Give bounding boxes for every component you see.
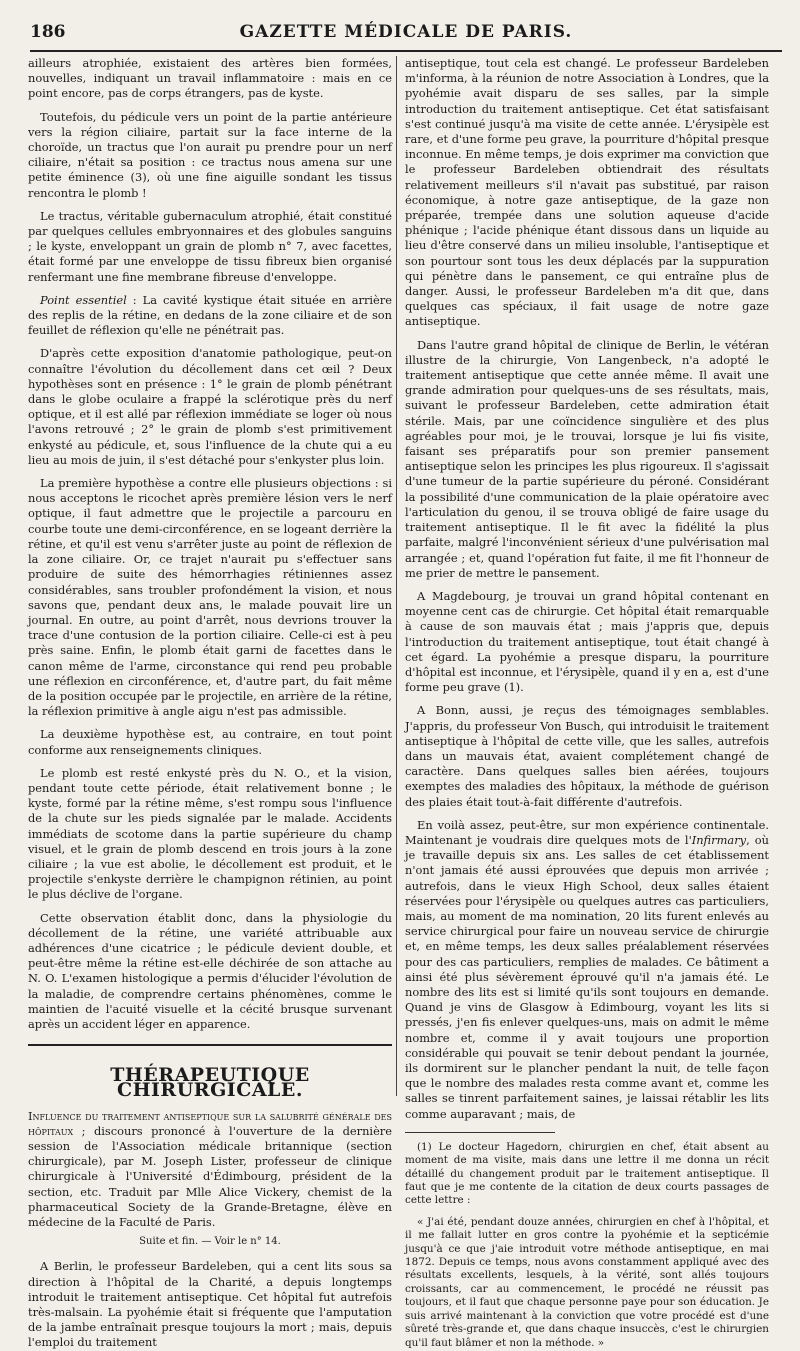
page-number: 186 xyxy=(30,22,66,42)
point-essentiel-text: : La cavité kystique était située en arrière des replis de la rétine, en dedans de la zone ciliaire et de son feuillet de réflexion qu'elle ne pénétrait pas. xyxy=(28,292,392,338)
footnote-paragraph: (1) Le docteur Hagedorn, chirurgien en chef, était absent au moment de ma visite, mais dans une lettre il me donna un récit détaillé du changement produit par le traitement antiseptique. Il faut que je me contente de la citation de deux courts passages de cette lettre : xyxy=(405,1140,769,1207)
right-column xyxy=(405,56,769,1350)
paragraph-infirmary xyxy=(405,818,769,1122)
left-column xyxy=(28,56,392,1351)
article-title: Influence du traitement antiseptique sur la salubrité générale des hôpitaux xyxy=(28,1108,392,1138)
paragraph: Toutefois, du pédicule vers un point de la partie antérieure vers la région ciliaire, partait sur la face interne de la choroïde, un tractus que l'on aurait pu prendre pour un nerf ciliaire, n'était sa position : ce tractus nous amena sur une petite éminence (3), où une fine aiguille sondant les tissus rencontra le plomb ! xyxy=(28,109,392,200)
footnote xyxy=(405,1141,769,1350)
footnote-paragraph: « J'ai été, pendant douze années, chirurgien en chef à l'hôpital, et il me fallait lutter en gros contre la pyohémie et la septicémie jusqu'à ce que j'aie introduit votre méthode antiseptique, en mai 1872. Depuis ce temps, nous avons constamment appliqué avec des résultats excellents, lesquels, à la vérité, sont allés toujours croissants, car au commencement, le procédé ne réussit pas toujours, et il faut que chaque personne paye pour son éducation. Je suis arrivé maintenant à la conviction que votre procédé est d'une sûreté très-grande et, que dans chaque insuccès, c'est le chirurgien qu'il faut blâmer et non la méthode. » xyxy=(405,1215,769,1349)
footnote-rule xyxy=(405,1132,555,1133)
column-divider xyxy=(396,56,397,1096)
paragraph: Le tractus, véritable gubernaculum atrophié, était constitué par quelques cellules embryonnaires et des globules sanguins ; le kyste, enveloppant un grain de plomb n° 7, avec facettes, était formé par une enveloppe de tissu fibreux bien organisé renfermant une fine membrane fibreuse d'enveloppe. xyxy=(28,208,392,284)
infirmary-word: Infirmary xyxy=(691,832,747,847)
paragraph-part: , où je travaille depuis six ans. Les salles de cet établissement n'ont jamais été aussi éprouvées que depuis mon arrivée ; autrefois, dans le vieux High School, deux salles étaient réservées pour l'érysipèle ou quelques autres cas particuliers, mais, au moment de ma nomination, 20 lits furent enlevés au service chirurgical pour faire un nouveau service de chirurgie et, en même temps, les deux salles préalablement réservées pour des cas particuliers, remplies de malades. Ce bâtiment a ainsi été plus sévèrement éprouvé qu'il n'a jamais été. Le nombre des lits est si limité qu'ils sont toujours en demande. Quand je vins de Glasgow à Edimbourg, voyant les lits si pressés, j'en fis enlever quelques-uns, mais on admit le même nombre et, comme il y avait toujours une proportion considérable qui pouvait se tenir debout pendant la journée, ils dormirent sur le plancher pendant la nuit, de telle façon que le nombre des malades resta comme avant et, comme les salles se tinrent parfaitement saines, je laissai rétablir les lits comme auparavant ; mais, de xyxy=(405,832,770,1121)
paragraph: A Magdebourg, je trouvai un grand hôpital contenant en moyenne cent cas de chirurgie. Cet hôpital était remarquable à cause de son mauvais état ; mais j'appris que, depuis l'introduction du traitement antiseptique, tout était changé à cet égard. La pyohémie a presque disparu, la pourriture d'hôpital est inconnue, et l'érysipèle, quand il y en a, est d'une forme peu grave (1). xyxy=(405,588,769,695)
paragraph: A Berlin, le professeur Bardeleben, qui a cent lits sous sa direction à l'hôpital de la Charité, a depuis longtemps introduit le traitement antiseptique. Cet hôpital fut autrefois très-malsain. La pyohémie était si fréquente que l'amputation de la jambe entraînait presque toujours la mort ; mais, depuis l'emploi du traitement xyxy=(28,1259,392,1350)
article-byline: ; discours prononcé à l'ouverture de la dernière session de l'Association médicale britannique (section chirurgicale), par M. Joseph Lister, professeur de clinique chirurgicale à l'Université d'Édimbourg, président de la section, etc. Traduit par Mlle Alice Vickery, chemist de la pharmaceutical Society de la Grande-Bretagne, élève en médecine de la Faculté de Paris. xyxy=(28,1123,392,1230)
header-rule xyxy=(30,50,782,52)
paragraph: D'après cette exposition d'anatomie pathologique, peut-on connaître l'évolution du décollement dans cet œil ? Deux hypothèses sont en présence : 1° le grain de plomb pénétrant dans le globe oculaire a frappé la sclérotique près du nerf optique, et il est allé par réflexion immédiate se loger où nous l'avons retrouvé ; 2° le grain de plomb s'est primitivement enkysté au pédicule, et, sous l'influence de la chute qui a eu lieu au mois de juin, il s'est détaché pour s'enkyster plus loin. xyxy=(28,346,392,467)
journal-title: GAZETTE MÉDICALE DE PARIS. xyxy=(239,22,573,42)
paragraph: Dans l'autre grand hôpital de clinique de Berlin, le vétéran illustre de la chirurgie, Von Langenbeck, n'a adopté le traitement antiseptique que cette année même. Il avait une grande admiration pour quelques-uns de ses résultats, mais, suivant le professeur Bardeleben, cette admiration était stérile. Mais, par une coïncidence singulière et des plus agréables pour moi, je le trouvai, lorsque je lui fis visite, faisant ses préparatifs pour son premier pansement antiseptique selon les principes les plus rigoureux. Il s'agissait d'une tumeur de la partie supérieure du péroné. Considérant la possibilité d'une communication de la plaie opératoire avec l'articulation du genou, il se trouva obligé de faire usage du traitement antiseptique. Il le fit avec la fidélité la plus parfaite, malgré l'inconvénient sérieux d'une pulvérisation mal arrangée ; et, quand l'opération fut faite, il me fit l'honneur de me prier de mettre le pansement. xyxy=(405,337,769,580)
page-header xyxy=(30,22,782,44)
paragraph: ailleurs atrophiée, existaient des artères bien formées, nouvelles, indiquant un travail inflammatoire : mais en ce point encore, pas de corps étrangers, pas de kyste. xyxy=(28,56,392,101)
point-essentiel-label: Point essentiel xyxy=(40,292,127,307)
suite-note: Suite et fin. — Voir le n° 14. xyxy=(139,1236,281,1248)
section-title: THÉRAPEUTIQUE CHIRURGICALE. xyxy=(110,1064,310,1102)
paragraph: A Bonn, aussi, je reçus des témoignages semblables. J'appris, du professeur Von Busch, qui introduisit le traitement antiseptique à l'hôpital de cette ville, que les salles, autrefois dans un mauvais état, avaient complétement changé de caractère. Dans quelques salles bien aérées, toujours exemptes des maladies des hôpitaux, la méthode de guérison des plaies était tout-à-fait différente d'autrefois. xyxy=(405,703,769,809)
paragraph-part: En voilà assez, peut-être, sur mon expérience continentale. Maintenant je voudrais dire quelques mots de l' xyxy=(405,817,769,847)
paragraph: Cette observation établit donc, dans la physiologie du décollement de la rétine, une variété attribuable aux adhérences d'une cicatrice ; le pédicule devient double, et peut-être même la rétine est-elle déchirée de son attache au N. O. L'examen histologique a permis d'élucider l'évolution de la maladie, de comprendre certains phénomènes, comme le maintien de l'acuité visuelle et la cécité brusque survenant après un accident léger en apparence. xyxy=(28,910,392,1031)
paragraph-point-essentiel xyxy=(28,293,392,339)
paragraph: La première hypothèse a contre elle plusieurs objections : si nous acceptons le ricochet après première lésion vers le nerf optique, il faut admettre que le projectile a parcouru en courbe toute une demi-circonférence, en se logeant derrière la rétine, et qu'il est venu s'arrêter juste au point de réflexion de la zone ciliaire. Or, ce trajet n'aurait pu s'effectuer sans produire de suite des hémorrhagies rétiniennes assez considérables, sans troubler profondément la vision, et nous savons que, pendant deux ans, le malade pouvait lire un journal. En outre, au point d'arrêt, nous devrions trouver la trace d'une contusion de la portion ciliaire. Celle-ci est à peu près saine. Enfin, le plomb était garni de facettes dans le canon même de l'arme, circonstance qui rend peu probable une réflexion en circonférence, et, d'autre part, du fait même de la position occupée par le projectile, en arrière de la rétine, la réflexion primitive à angle aigu n'est pas admissible. xyxy=(28,476,392,719)
paragraph: Le plomb est resté enkysté près du N. O., et la vision, pendant toute cette période, était relativement bonne ; le kyste, formé par la rétine même, s'est rompu sous l'influence de la chute sur les pieds signalée par le malade. Accidents immédiats de scotome dans la partie supérieure du champ visuel, et le grain de plomb descend en trois jours à la zone ciliaire ; la vue est abolie, le décollement est produit, et le projectile s'enkyste derrière le champignon rétinien, au point le plus déclive de l'organe. xyxy=(28,765,392,902)
paragraph: antiseptique, tout cela est changé. Le professeur Bardeleben m'informa, à la réunion de notre Association à Londres, que la pyohémie avait disparu de ses salles, par la simple introduction du traitement antiseptique. Cet état satisfaisant s'est continué jusqu'à ma visite de cette année. L'érysipèle est rare, et d'une forme peu grave, la pourriture d'hôpital presque inconnue. En même temps, je dois exprimer ma conviction que le professeur Bardeleben obtiendrait des résultats relativement meilleurs s'il n'avait pas substitué, par raison économique, à notre gaze antiseptique, de la gaze non préparée, trempée dans une solution aqueuse d'acide phénique ; l'acide phénique étant dissous dans un liquide au lieu d'être conservé dans un milieu insoluble, l'antiseptique et son pourtour sont tous les deux déplacés par la suppuration qui pénètre dans le pansement, ce qui entraîne plus de danger. Aussi, le professeur Bardeleben m'a dit que, dans quelques cas spéciaux, il fait usage de notre gaze antiseptique. xyxy=(405,56,769,329)
paragraph: La deuxième hypothèse est, au contraire, en tout point conforme aux renseignements cliniques. xyxy=(28,727,392,757)
article-heading xyxy=(28,1109,392,1231)
section-rule xyxy=(28,1044,392,1046)
